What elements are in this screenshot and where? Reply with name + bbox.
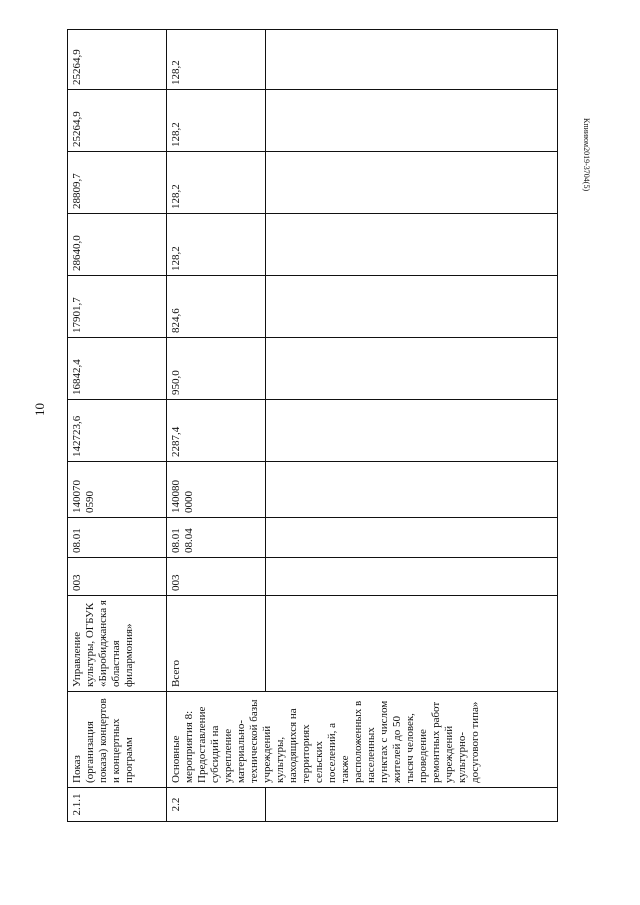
row-number: 2.1.1	[68, 788, 167, 822]
value-cell: 16842,4	[68, 338, 167, 400]
document-stamp: Кпииюм2019-3704(5)	[582, 118, 591, 192]
budget-table-rotated	[67, 30, 558, 822]
value-cell: 28640,0	[68, 214, 167, 276]
page-number: 10	[32, 403, 47, 416]
table-row	[167, 30, 266, 822]
empty-cell	[266, 276, 558, 338]
measure-name: Основные мероприятия 8: Предоставление субсидий на укрепление материально-технической базы учреждений культуры, находящихся на территориях сельских поселений, а также расположенных в населенных пунктах с числом жителей до 50 тысяч человек, проведение ремонтных работ учреждений культурно-досугового типа»	[167, 692, 558, 788]
value-cell: 128,2	[167, 30, 266, 90]
value-cell: 28809,7	[68, 152, 167, 214]
empty-cell	[266, 558, 558, 596]
value-cell: 17901,7	[68, 276, 167, 338]
csr-code: 140070 0590	[68, 462, 167, 518]
value-cell: 2287,4	[167, 400, 266, 462]
value-cell: 25264,9	[68, 30, 167, 90]
value-cell: 25264,9	[68, 90, 167, 152]
measure-name: Показ (организация показа) концертов и концертных программ	[68, 692, 167, 788]
empty-cell	[266, 152, 558, 214]
empty-cell	[266, 214, 558, 276]
value-cell: 128,2	[167, 214, 266, 276]
grbs-code: 003	[167, 558, 266, 596]
table-row	[68, 30, 167, 822]
empty-cell	[266, 90, 558, 152]
value-cell: 142723,6	[68, 400, 167, 462]
empty-cell	[266, 788, 558, 822]
value-cell: 824,6	[167, 276, 266, 338]
executor: Всего	[167, 596, 266, 692]
empty-cell	[266, 338, 558, 400]
csr-code: 140080 0000	[167, 462, 266, 518]
empty-cell	[266, 462, 558, 518]
empty-cell	[266, 596, 558, 692]
rzpr-code: 08.01 08.04	[167, 518, 266, 558]
empty-cell	[266, 518, 558, 558]
rzpr-code: 08.01	[68, 518, 167, 558]
executor: Управление культуры, ОГБУК «Биробиджанска я областная филармония»	[68, 596, 167, 692]
value-cell: 128,2	[167, 152, 266, 214]
budget-table	[67, 29, 558, 822]
value-cell: 128,2	[167, 90, 266, 152]
empty-cell	[266, 400, 558, 462]
value-cell: 950,0	[167, 338, 266, 400]
empty-cell	[266, 30, 558, 90]
row-number: 2.2	[167, 788, 266, 822]
grbs-code: 003	[68, 558, 167, 596]
